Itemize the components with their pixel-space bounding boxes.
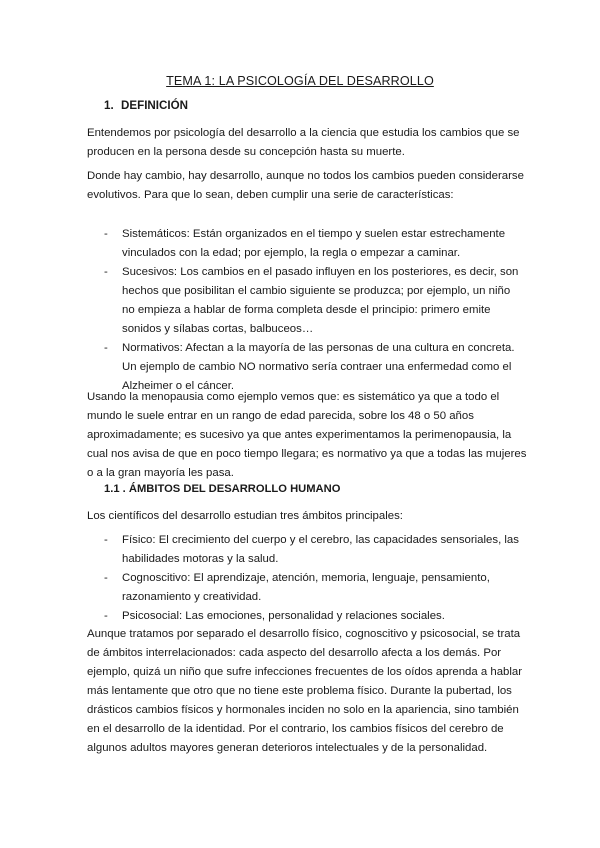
- subsection-heading-ambitos: 1.1 . ÁMBITOS DEL DESARROLLO HUMANO: [104, 483, 341, 495]
- list-bullet: -: [104, 266, 108, 278]
- list-bullet: -: [104, 228, 108, 240]
- list-bullet: -: [104, 534, 108, 546]
- page-title: TEMA 1: LA PSICOLOGÍA DEL DESARROLLO: [166, 74, 434, 88]
- list-item: [104, 263, 524, 339]
- paragraph-definition: Entendemos por psicología del desarrollo a la ciencia que estudia los cambios que se producen en la persona desde su concepción hasta su muerte.: [87, 127, 520, 158]
- list-item-text: Cognoscitivo: El aprendizaje, atención, memoria, lenguaje, pensamiento, razonamiento y creatividad.: [122, 572, 490, 603]
- list-item-text: Normativos: Afectan a la mayoría de las personas de una cultura en concreta. Un ejemplo de cambio NO normativo sería contraer una enfermedad como el Alzheimer o el cáncer.: [122, 342, 515, 392]
- list-item-text: Sistemáticos: Están organizados en el tiempo y suelen estar estrechamente vinculados con la edad; por ejemplo, la regla o empezar a caminar.: [122, 228, 506, 259]
- list-bullet: -: [104, 342, 108, 354]
- list-bullet: -: [104, 610, 108, 622]
- section-title: DEFINICIÓN: [121, 99, 188, 112]
- section-number: 1.: [104, 99, 114, 112]
- paragraph-interrelated: Aunque tratamos por separado el desarrollo físico, cognoscitivo y psicosocial, se trata de ámbitos interrelacionados: cada aspecto del desarrollo afecta a los demás. Por ejemplo, quizá un niño que sufre infecciones frecuentes de los oídos aprenda a hablar más lentamente que otro que no tiene este problema físico. Durante la pubertad, los drásticos cambios físicos y hormonales inciden no solo en la apariencia, sino también en el desarrollo de la identidad. Por el contrario, los cambios físicos del cerebro de algunos adultos mayores generan deterioros intelectuales y de la personalidad.: [87, 628, 523, 754]
- list-item-text: Físico: El crecimiento del cuerpo y el cerebro, las capacidades sensoriales, las habilidades motoras y la salud.: [122, 534, 519, 565]
- paragraph-menopause-example: Usando la menopausia como ejemplo vemos que: es sistemático ya que a todo el mundo le suele entrar en un rango de edad parecida, sobre los 48 o 50 años aproximadamente; es sucesivo ya que antes experimentamos la perimenopausia, la cual nos avisa de que en poco tiempo llegara; es normativo ya que a todas las mujeres o a la gran mayoría les pasa.: [87, 391, 527, 479]
- characteristics-list: [104, 225, 524, 396]
- list-item: [104, 531, 524, 569]
- list-item: [104, 607, 524, 626]
- paragraph-domains-intro: Los científicos del desarrollo estudian tres ámbitos principales:: [87, 510, 403, 522]
- list-item: [104, 225, 524, 263]
- list-item: [104, 569, 524, 607]
- list-bullet: -: [104, 572, 108, 584]
- domains-list: [104, 531, 524, 626]
- section-heading-definicion: [104, 96, 188, 115]
- paragraph-change: Donde hay cambio, hay desarrollo, aunque no todos los cambios pueden considerarse evolutivos. Para que lo sean, deben cumplir una serie de características:: [87, 170, 524, 201]
- list-item-text: Psicosocial: Las emociones, personalidad y relaciones sociales.: [122, 610, 445, 622]
- list-item-text: Sucesivos: Los cambios en el pasado influyen en los posteriores, es decir, son hechos que posibilitan el cambio siguiente se produzca; por ejemplo, un niño no empieza a hablar de forma completa desde el principio: primero emite sonidos y sílabas cortas, balbuceos…: [122, 266, 519, 335]
